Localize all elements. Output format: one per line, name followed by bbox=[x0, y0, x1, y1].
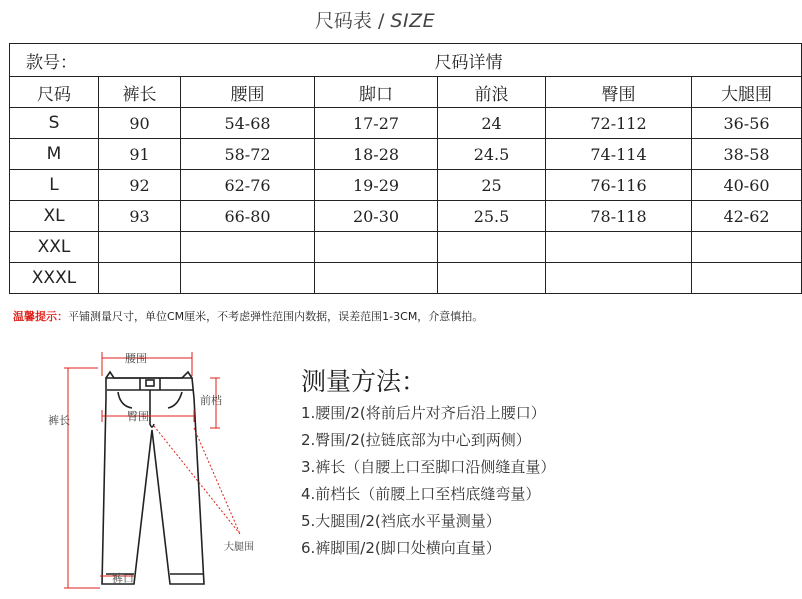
method-steps bbox=[301, 402, 555, 564]
method-step: 1.腰围/2(将前后片对齐后沿上腰口） bbox=[301, 404, 546, 422]
size-cell: XXL bbox=[10, 232, 99, 263]
table-cell: 76-116 bbox=[546, 170, 692, 201]
table-cell bbox=[315, 263, 438, 294]
tip-text: 平铺测量尺寸，单位CM厘米，不考虑弹性范围内数据，误差范围1-3CM，介意慎拍。 bbox=[68, 310, 484, 323]
col-header: 裤长 bbox=[99, 77, 181, 108]
label-thigh: 大腿围 bbox=[224, 542, 254, 553]
table-cell: 20-30 bbox=[315, 201, 438, 232]
title-cn: 尺码表 bbox=[314, 10, 372, 32]
table-cell: 78-118 bbox=[546, 201, 692, 232]
title-slash: / bbox=[371, 10, 391, 32]
table-cell: 18-28 bbox=[315, 139, 438, 170]
method-step: 6.裤脚围/2(脚口处横向直量） bbox=[301, 539, 501, 557]
method-step: 4.前档长（前腰上口至档底缝弯量） bbox=[301, 485, 541, 503]
table-cell: 38-58 bbox=[692, 139, 802, 170]
table-row bbox=[10, 139, 802, 170]
col-header: 臀围 bbox=[546, 77, 692, 108]
title-en: SIZE bbox=[390, 10, 436, 32]
table-cell bbox=[692, 263, 802, 294]
col-header: 脚口 bbox=[315, 77, 438, 108]
table-cell: 25 bbox=[438, 170, 546, 201]
table-row bbox=[10, 170, 802, 201]
label-length: 裤长 bbox=[48, 414, 70, 427]
table-cell bbox=[99, 263, 181, 294]
col-header: 腰围 bbox=[181, 77, 315, 108]
table-cell: 92 bbox=[99, 170, 181, 201]
size-cell: L bbox=[10, 170, 99, 201]
table-title-row bbox=[10, 44, 802, 77]
table-cell: 62-76 bbox=[181, 170, 315, 201]
table-cell bbox=[546, 232, 692, 263]
tip-note bbox=[13, 308, 483, 324]
label-hem: 裤口 bbox=[112, 572, 134, 585]
table-cell: 25.5 bbox=[438, 201, 546, 232]
table-row bbox=[10, 108, 802, 139]
table-cell bbox=[546, 263, 692, 294]
table-row bbox=[10, 232, 802, 263]
label-hip: 臀围 bbox=[127, 410, 149, 423]
pants-diagram bbox=[40, 338, 280, 596]
table-cell: 24 bbox=[438, 108, 546, 139]
table-cell: 24.5 bbox=[438, 139, 546, 170]
table-cell bbox=[438, 232, 546, 263]
measure-lines bbox=[64, 352, 240, 588]
size-table bbox=[9, 43, 802, 294]
label-front-rise: 前档 bbox=[200, 394, 222, 407]
col-header: 尺码 bbox=[10, 77, 99, 108]
table-cell bbox=[692, 232, 802, 263]
col-header: 大腿围 bbox=[692, 77, 802, 108]
table-cell bbox=[99, 232, 181, 263]
pants-outline bbox=[102, 372, 204, 584]
table-cell: 19-29 bbox=[315, 170, 438, 201]
table-cell: 90 bbox=[99, 108, 181, 139]
table-cell: 66-80 bbox=[181, 201, 315, 232]
size-cell: XL bbox=[10, 201, 99, 232]
method-title: 测量方法： bbox=[301, 367, 427, 396]
table-cell bbox=[438, 263, 546, 294]
table-cell: 91 bbox=[99, 139, 181, 170]
method-step: 5.大腿围/2(裆底水平量测量） bbox=[301, 512, 501, 530]
table-cell: 42-62 bbox=[692, 201, 802, 232]
table-cell bbox=[181, 263, 315, 294]
detail-label: 尺码详情 bbox=[181, 44, 802, 77]
label-waist: 腰围 bbox=[125, 352, 147, 365]
table-cell: 36-56 bbox=[692, 108, 802, 139]
table-cell: 72-112 bbox=[546, 108, 692, 139]
size-cell: M bbox=[10, 139, 99, 170]
page-header bbox=[0, 6, 750, 33]
method-step: 2.臀围/2(拉链底部为中心到两侧） bbox=[301, 431, 531, 449]
col-header: 前浪 bbox=[438, 77, 546, 108]
table-header-row bbox=[10, 77, 802, 108]
table-cell bbox=[181, 232, 315, 263]
table-cell: 74-114 bbox=[546, 139, 692, 170]
size-cell: S bbox=[10, 108, 99, 139]
method-step: 3.裤长（自腰上口至脚口沿侧缝直量） bbox=[301, 458, 556, 476]
size-cell: XXXL bbox=[10, 263, 99, 294]
table-row bbox=[10, 201, 802, 232]
table-cell: 17-27 bbox=[315, 108, 438, 139]
style-label: 款号： bbox=[10, 44, 181, 77]
table-cell: 93 bbox=[99, 201, 181, 232]
table-cell: 40-60 bbox=[692, 170, 802, 201]
table-cell bbox=[315, 232, 438, 263]
table-cell: 58-72 bbox=[181, 139, 315, 170]
table-row bbox=[10, 263, 802, 294]
table-cell: 54-68 bbox=[181, 108, 315, 139]
tip-label: 温馨提示： bbox=[13, 310, 68, 323]
